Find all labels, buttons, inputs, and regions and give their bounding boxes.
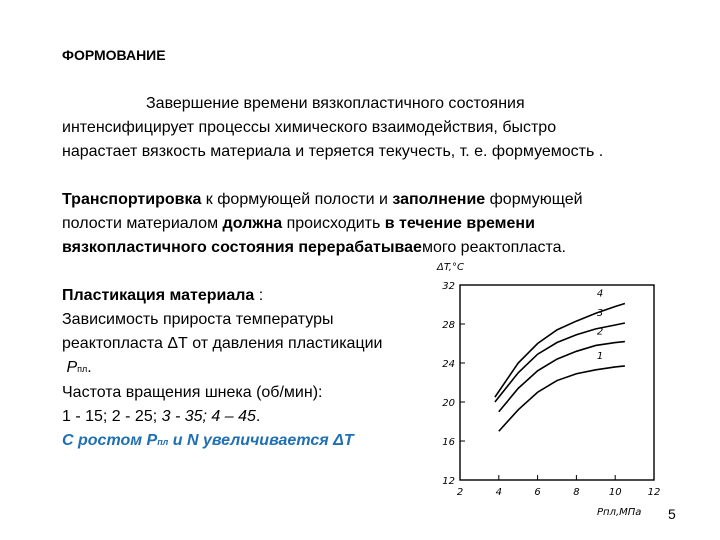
series-label-2: 2 [596, 326, 604, 338]
x-tick-label: 12 [647, 487, 661, 498]
rpm-values-a: 1 - 15; 2 - 25; [62, 408, 162, 425]
series-line-2 [499, 342, 625, 412]
p-symbol: P [66, 359, 78, 376]
plastication-block [62, 284, 432, 454]
x-tick-label: 6 [534, 487, 541, 498]
x-axis-label: Pпл,МПа [597, 507, 642, 518]
page-title: ФОРМОВАНИЕ [62, 47, 166, 63]
plast-title-line [62, 284, 432, 308]
temperature-pressure-chart [425, 255, 665, 530]
p2-text4: происходить [282, 215, 385, 232]
p2-bold-transport: Транспортировка [62, 191, 202, 208]
y-tick-label: 24 [442, 359, 455, 370]
p2-text2: формующей [485, 191, 583, 208]
plast-title: Пластикация материала [62, 287, 255, 304]
p1-line2: интенсифицирует процессы химического взаимодействия, быстро [62, 119, 557, 136]
p2-bold-during: в течение времени [384, 215, 535, 232]
p2-bold-fill: заполнение [392, 191, 486, 208]
rpm-values-b: 3 - 35; 4 – 45 [161, 408, 256, 425]
y-tick-label: 28 [442, 320, 455, 331]
p2-bold-must: должна [222, 215, 283, 232]
x-tick-label: 10 [608, 487, 622, 498]
p2-text3: полости материалом [62, 215, 223, 232]
plot-frame [460, 285, 654, 480]
p2-text1: к формующей полости и [201, 191, 393, 208]
plast-title-suffix: : [254, 287, 264, 304]
p2-bold-state: вязкопластичного состояния перерабатывае [62, 239, 422, 256]
p1-line1: Завершение времени вязкопластичного состояния [146, 95, 525, 112]
x-tick-label: 2 [456, 487, 464, 498]
series-line-3 [495, 323, 625, 402]
rpm-values [62, 405, 432, 429]
y-tick-label: 32 [442, 281, 455, 292]
x-tick-label: 4 [495, 487, 502, 498]
series-label-4: 4 [596, 288, 604, 300]
plast-line1: Зависимость прироста температуры [62, 311, 334, 328]
rpm-line: Частота вращения шнека (об/мин): [62, 384, 323, 401]
conclusion-line [62, 429, 432, 454]
conclusion-p: Р [146, 432, 158, 449]
y-tick-label: 12 [442, 476, 455, 487]
x-tick-label: 8 [573, 487, 580, 498]
series-line-4 [495, 304, 625, 398]
series-line-1 [499, 366, 625, 431]
p1-line3: нарастает вязкость материала и теряется текучесть, т. е. формуемость . [62, 143, 604, 160]
paragraph-transport [62, 188, 682, 260]
series-label-3: 3 [596, 308, 604, 320]
plast-p-line [62, 356, 432, 381]
conclusion-c: увеличивается ΔТ [198, 432, 354, 449]
series-label-1: 1 [596, 350, 604, 362]
y-axis-label: ΔT,°C [437, 262, 464, 273]
paragraph-completion [62, 92, 682, 164]
page-number: 5 [668, 506, 676, 522]
plast-line2: реактопласта ΔТ от давления пластикации [62, 335, 383, 352]
p2-text5: мого реактопласта. [421, 239, 566, 256]
conclusion-a: С ростом [62, 432, 147, 449]
rpm-values-c: . [255, 408, 261, 425]
p-subscript: пл [77, 364, 88, 374]
conclusion-sub: пл [157, 437, 169, 447]
y-tick-label: 20 [442, 398, 455, 409]
p-dot: . [87, 359, 92, 376]
conclusion-b: и [168, 432, 187, 449]
conclusion-n: N [186, 432, 199, 449]
y-tick-label: 16 [442, 437, 455, 448]
